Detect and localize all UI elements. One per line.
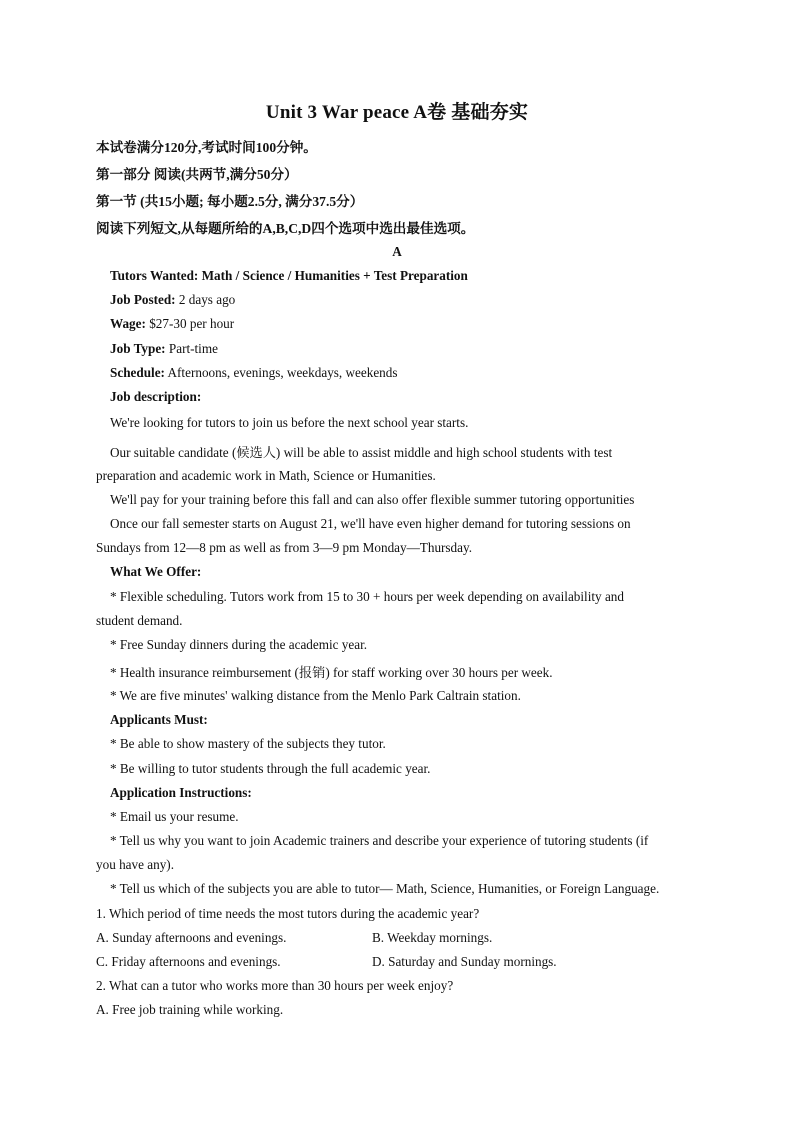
- job-posted-value: 2 days ago: [175, 292, 236, 307]
- question-2: 2. What can a tutor who works more than 30 hours per week enjoy?: [96, 978, 454, 993]
- subsection-heading: 第一节 (共15小题; 每小题2.5分, 满分37.5分）: [96, 194, 364, 209]
- description-paragraph: We'll pay for your training before this fall and can also offer flexible summer tutoring opportunities: [110, 492, 635, 507]
- list-item: * Tell us which of the subjects you are able to tutor— Math, Science, Humanities, or Foreign Language.: [110, 881, 660, 896]
- passage-letter: A: [392, 244, 402, 259]
- job-posted-label: Job Posted:: [110, 292, 176, 307]
- section-heading: 第一部分 阅读(共两节,满分50分）: [96, 167, 298, 182]
- list-item: * Free Sunday dinners during the academic year.: [110, 637, 368, 652]
- wage-value: $27-30 per hour: [145, 316, 235, 331]
- list-item: * Be willing to tutor students through the full academic year.: [110, 761, 431, 776]
- wage-label: Wage:: [110, 316, 146, 331]
- job-posted: [110, 292, 235, 308]
- description-paragraph: Once our fall semester starts on August 21, we'll have even higher demand for tutoring sessions on: [110, 516, 631, 531]
- description-paragraph: We're looking for tutors to join us before the next school year starts.: [110, 415, 469, 430]
- option-1a: A. Sunday afternoons and evenings.: [96, 930, 287, 945]
- applicants-must-label: Applicants Must:: [110, 712, 208, 727]
- job-type-value: Part-time: [165, 341, 218, 356]
- application-instructions-label: Application Instructions:: [110, 785, 252, 800]
- list-item: * Email us your resume.: [110, 809, 239, 824]
- page-title: Unit 3 War peace A卷 基础夯实: [265, 102, 529, 123]
- job-description-label: Job description:: [110, 389, 202, 404]
- option-2a: A. Free job training while working.: [96, 1002, 284, 1017]
- offer-label: What We Offer:: [110, 564, 202, 579]
- exam-info: 本试卷满分120分,考试时间100分钟。: [96, 140, 317, 155]
- list-item: student demand.: [96, 613, 183, 628]
- list-item: you have any).: [96, 857, 174, 872]
- schedule-value: Afternoons, evenings, weekdays, weekends: [164, 365, 398, 380]
- job-type: [110, 341, 218, 357]
- ad-heading: Tutors Wanted: Math / Science / Humanities + Test Preparation: [110, 268, 468, 283]
- description-paragraph: preparation and academic work in Math, Science or Humanities.: [96, 468, 436, 483]
- option-1c: C. Friday afternoons and evenings.: [96, 954, 281, 969]
- description-paragraph: Sundays from 12—8 pm as well as from 3—9 pm Monday—Thursday.: [96, 540, 473, 555]
- question-1: 1. Which period of time needs the most tutors during the academic year?: [96, 906, 480, 921]
- description-paragraph: Our suitable candidate (候选人) will be able to assist middle and high school students with test: [110, 445, 613, 460]
- list-item: * Tell us why you want to join Academic trainers and describe your experience of tutoring students (if: [110, 833, 649, 848]
- job-type-label: Job Type:: [110, 341, 166, 356]
- list-item: * Flexible scheduling. Tutors work from 15 to 30 + hours per week depending on availability and: [110, 589, 624, 604]
- option-1b: B. Weekday mornings.: [372, 930, 493, 945]
- list-item: * Be able to show mastery of the subjects they tutor.: [110, 736, 386, 751]
- list-item: * Health insurance reimbursement (报销) for staff working over 30 hours per week.: [110, 665, 553, 680]
- schedule-label: Schedule:: [110, 365, 165, 380]
- wage: [110, 316, 234, 332]
- instructions: 阅读下列短文,从每题所给的A,B,C,D四个选项中选出最佳选项。: [96, 221, 475, 236]
- option-1d: D. Saturday and Sunday mornings.: [372, 954, 557, 969]
- schedule: [110, 365, 398, 381]
- list-item: * We are five minutes' walking distance from the Menlo Park Caltrain station.: [110, 688, 521, 703]
